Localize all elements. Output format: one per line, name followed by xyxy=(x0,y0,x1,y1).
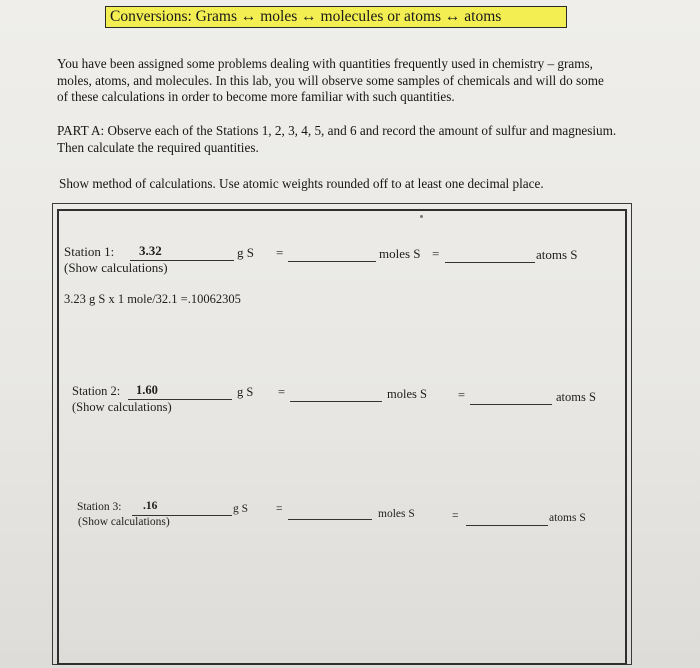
station-2-label: Station 2: xyxy=(72,384,121,398)
station-2-moles-unit: moles S xyxy=(387,387,427,401)
part-a-instructions: PART A: Observe each of the Stations 1, 2, 3, 4, 5, and 6 and record the amount of sulfur and magnesium. Then calculate the required quantities. xyxy=(57,123,617,155)
answer-box xyxy=(57,209,627,665)
station-2-grams-unit: g S xyxy=(237,385,254,399)
station-2-show-calculations: (Show calculations) xyxy=(72,400,172,414)
station-1-equals-2: = xyxy=(432,246,440,261)
station-1-label: Station 1: xyxy=(64,244,115,259)
station-1-atoms-blank[interactable] xyxy=(445,262,535,263)
station-2-equals-1: = xyxy=(278,385,286,399)
intro-paragraph: You have been assigned some problems dealing with quantities frequently used in chemistry – grams, moles, atoms, and molecules. In this lab, you will observe some samples of chemicals and will do some of these calculations in order to become more familiar with such quantities. xyxy=(57,56,604,104)
paper-mark xyxy=(420,215,423,218)
method-instructions: Show method of calculations. Use atomic weights rounded off to at least one decimal place. xyxy=(59,176,544,191)
station-1-grams-unit: g S xyxy=(237,245,254,260)
station-3-label: Station 3: xyxy=(77,501,122,513)
station-3-grams-unit: g S xyxy=(233,503,249,515)
station-2-grams-value: 1.60 xyxy=(136,383,158,397)
station-3-moles-blank[interactable] xyxy=(288,519,372,520)
station-2-equals-2: = xyxy=(458,388,466,402)
station-3-grams-value: .16 xyxy=(143,500,158,512)
station-2-atoms-blank[interactable] xyxy=(470,404,552,405)
station-1-calculation: 3.23 g S x 1 mole/32.1 =.10062305 xyxy=(64,292,241,306)
station-1-atoms-unit: atoms S xyxy=(536,247,578,262)
station-3-show-calculations: (Show calculations) xyxy=(78,516,170,528)
station-3-equals-2: = xyxy=(452,510,459,522)
worksheet-title: Conversions: Grams ↔ moles ↔ molecules or atoms ↔ atoms xyxy=(105,6,567,28)
station-2-moles-blank[interactable] xyxy=(290,401,382,402)
station-1-moles-unit: moles S xyxy=(379,246,421,261)
station-1-equals-1: = xyxy=(276,245,284,260)
station-3-equals-1: = xyxy=(276,503,283,515)
station-3-atoms-blank[interactable] xyxy=(466,525,548,526)
station-2-atoms-unit: atoms S xyxy=(556,390,596,404)
station-1-moles-blank[interactable] xyxy=(288,261,376,262)
station-3-moles-unit: moles S xyxy=(378,508,415,520)
station-1-grams-value: 3.32 xyxy=(139,243,162,258)
station-3-atoms-unit: atoms S xyxy=(549,512,586,524)
station-1-show-calculations: (Show calculations) xyxy=(64,260,168,275)
